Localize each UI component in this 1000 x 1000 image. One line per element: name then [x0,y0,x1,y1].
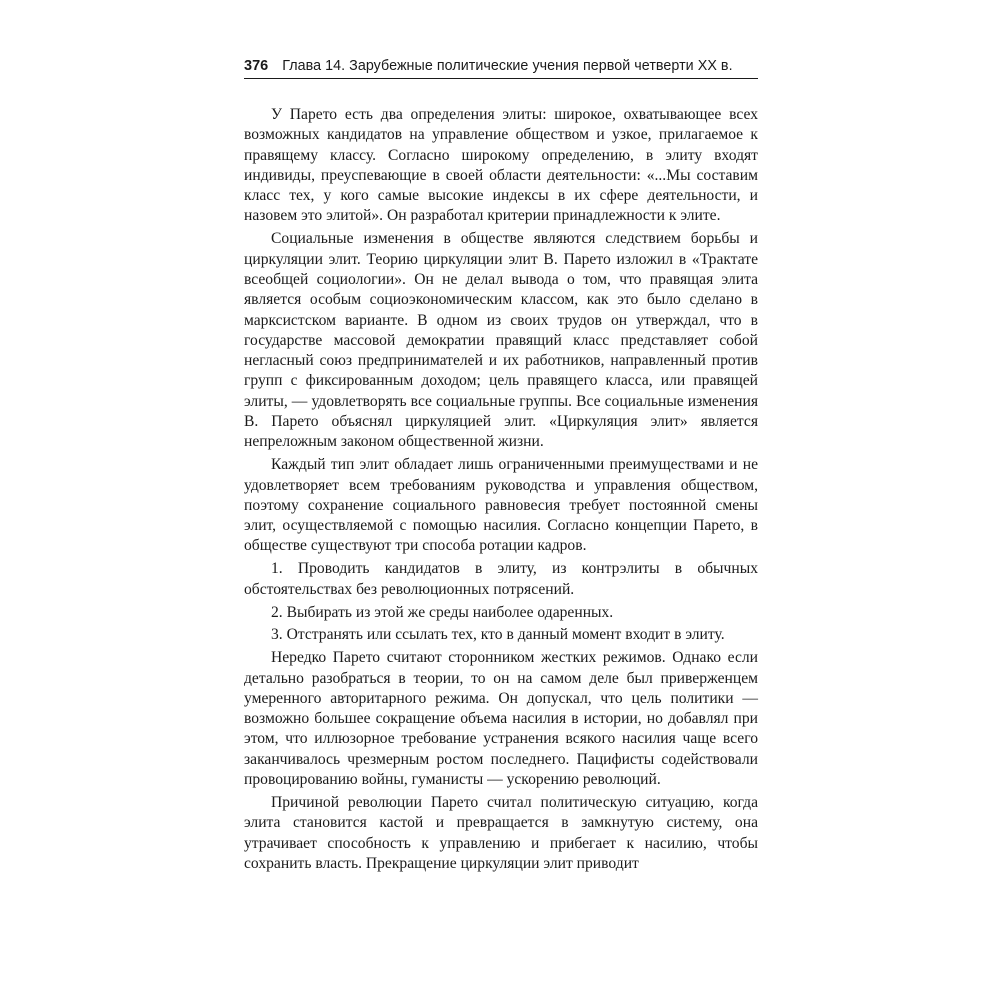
list-item-rotation-2: 2. Выбирать из этой же среды наиболее одаренных. [271,603,614,621]
chapter-title: Глава 14. Зарубежные политические учения первой четверти XX в. [282,58,733,74]
page-number: 376 [244,58,269,74]
paragraph-cause-of-revolution: Причиной революции Парето считал политическую ситуацию, когда элита становится кастой и превращается в замкнутую систему, она утрачивает способность к управлению и прибегает к насилию, чтобы сохранить власть. Прекращение циркуляции элит приводит [244,793,758,872]
paragraph-circulation-of-elites: Социальные изменения в обществе являются следствием борьбы и циркуляции элит. Теорию циркуляции элит В. Парето изложил в «Трактате всеобщей социологии». Он не делал вывода о том, что правящая элита является особым социоэкономическим классом, как это было сделано в марксистском варианте. В одном из своих трудов он утверждал, что в государстве массовой демократии правящий класс представляет собой негласный союз предпринимателей и их работников, направленный против групп с фиксированным доходом; цель правящего класса, или правящей элиты, — удовлетворять все социальные группы. Все социальные изменения В. Парето объяснял циркуляцией элит. «Циркуляция элит» является непреложным законом общественной жизни. [244,230,758,451]
paragraph-elite-types: Каждый тип элит обладает лишь ограниченными преимуществами и не удовлетворяет всем требованиям руководства и управления обществом, поэтому сохранение социального равновесия требует постоянной смены элит, осуществляемой с помощью насилия. Согласно концепции Парето, в обществе существуют три способа ротации кадров. [244,456,758,555]
list-item-rotation-3: 3. Отстранять или ссылать тех, кто в данный момент входит в элиту. [271,626,725,644]
list-item-rotation-1: 1. Проводить кандидатов в элиту, из контрэлиты в обычных обстоятельствах без революционных потрясений. [244,560,758,598]
paragraph-moderate-authoritarianism: Нередко Парето считают сторонником жестких режимов. Однако если детально разобраться в теории, то он на самом деле был приверженцем умеренного авторитарного режима. Он допускал, что цель политики — возможно большее сокращение объема насилия в истории, но добавлял при этом, что иллюзорное требование устранения всякого насилия чаще всего заканчивалось чрезмерным ростом последнего. Пацифисты содействовали провоцированию войны, гуманисты — ускорению революций. [244,649,758,789]
header-rule [244,78,758,79]
paragraph-elite-definitions: У Парето есть два определения элиты: широкое, охватывающее всех возможных кандидатов на управление обществом и узкое, прилагаемое к правящему классу. Согласно широкому определению, в элиту входят индивиды, преуспевающие в своей области деятельности: «...Мы составим класс тех, у кого самые высокие индексы в их сфере деятельности, и назовем это элитой». Он разработал критерии принадлежности к элите. [244,106,758,225]
book-page [244,48,758,872]
running-header [244,48,758,78]
body-text [244,105,758,874]
